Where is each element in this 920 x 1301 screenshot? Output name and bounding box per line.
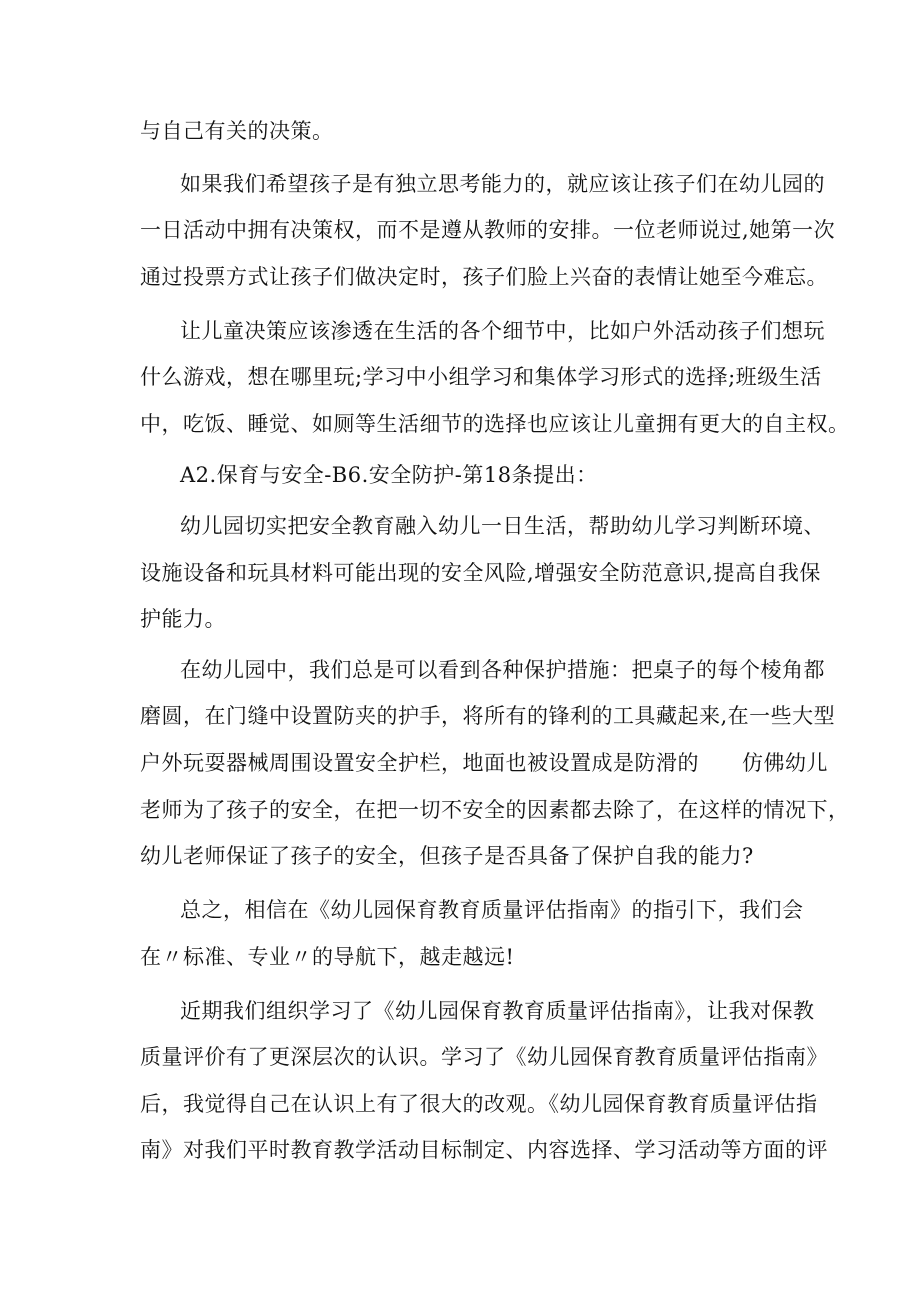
text-line: 老师为了孩子的安全，在把一切不安全的因素都去除了，在这样的情况下， bbox=[140, 798, 850, 822]
text-line: 护能力。 bbox=[140, 607, 226, 631]
text-line: 与自己有关的决策。 bbox=[140, 119, 334, 143]
text-line: 质量评价有了更深层次的认识。学习了《幼儿园保育教育质量评估指南》 bbox=[140, 1045, 828, 1069]
text-line: 后，我觉得自己在认识上有了很大的改观。《幼儿园保育教育质量评估指 bbox=[140, 1092, 818, 1116]
text-line: 一日活动中拥有决策权，而不是遵从教师的安排。一位老师说过,她第一次 bbox=[140, 218, 836, 242]
text-line: 通过投票方式让孩子们做决定时，孩子们脸上兴奋的表情让她至今难忘。 bbox=[140, 265, 828, 289]
text-line: 如果我们希望孩子是有独立思考能力的，就应该让孩子们在幼儿园的 bbox=[180, 172, 825, 196]
text-line: 南》对我们平时教育教学活动目标制定、内容选择、学习活动等方面的评 bbox=[140, 1138, 828, 1162]
text-line: 什么游戏，想在哪里玩;学习中小组学习和集体学习形式的选择;班级生活 bbox=[140, 365, 822, 389]
text-line: 在幼儿园中，我们总是可以看到各种保护措施：把桌子的每个棱角都 bbox=[180, 658, 825, 682]
text-line: 幼儿园切实把安全教育融入幼儿一日生活，帮助幼儿学习判断环境、 bbox=[180, 514, 825, 538]
text-line: 幼儿老师保证了孩子的安全，但孩子是否具备了保护自我的能力? bbox=[140, 844, 754, 868]
text-line: 磨圆，在门缝中设置防夹的护手，将所有的锋利的工具藏起来,在一些大型 bbox=[140, 704, 836, 728]
text-line: 总之，相信在《幼儿园保育教育质量评估指南》的指引下，我们会 bbox=[180, 898, 804, 922]
text-line: 户外玩耍器械周围设置安全护栏，地面也被设置成是防滑的 仿佛幼儿 bbox=[140, 751, 828, 775]
text-line: 近期我们组织学习了《幼儿园保育教育质量评估指南》，让我对保教 bbox=[180, 999, 815, 1023]
text-line: 设施设备和玩具材料可能出现的安全风险,增强安全防范意识,提高自我保 bbox=[140, 561, 821, 585]
text-line: 在〃标准、专业〃的导航下，越走越远! bbox=[140, 945, 515, 969]
text-line: A2.保育与安全-B6.安全防护-第18条提出： bbox=[180, 463, 598, 487]
text-line: 让儿童决策应该渗透在生活的各个细节中，比如户外活动孩子们想玩 bbox=[180, 319, 825, 343]
text-line: 中，吃饭、睡觉、如厕等生活细节的选择也应该让儿童拥有更大的自主权。 bbox=[140, 412, 850, 436]
